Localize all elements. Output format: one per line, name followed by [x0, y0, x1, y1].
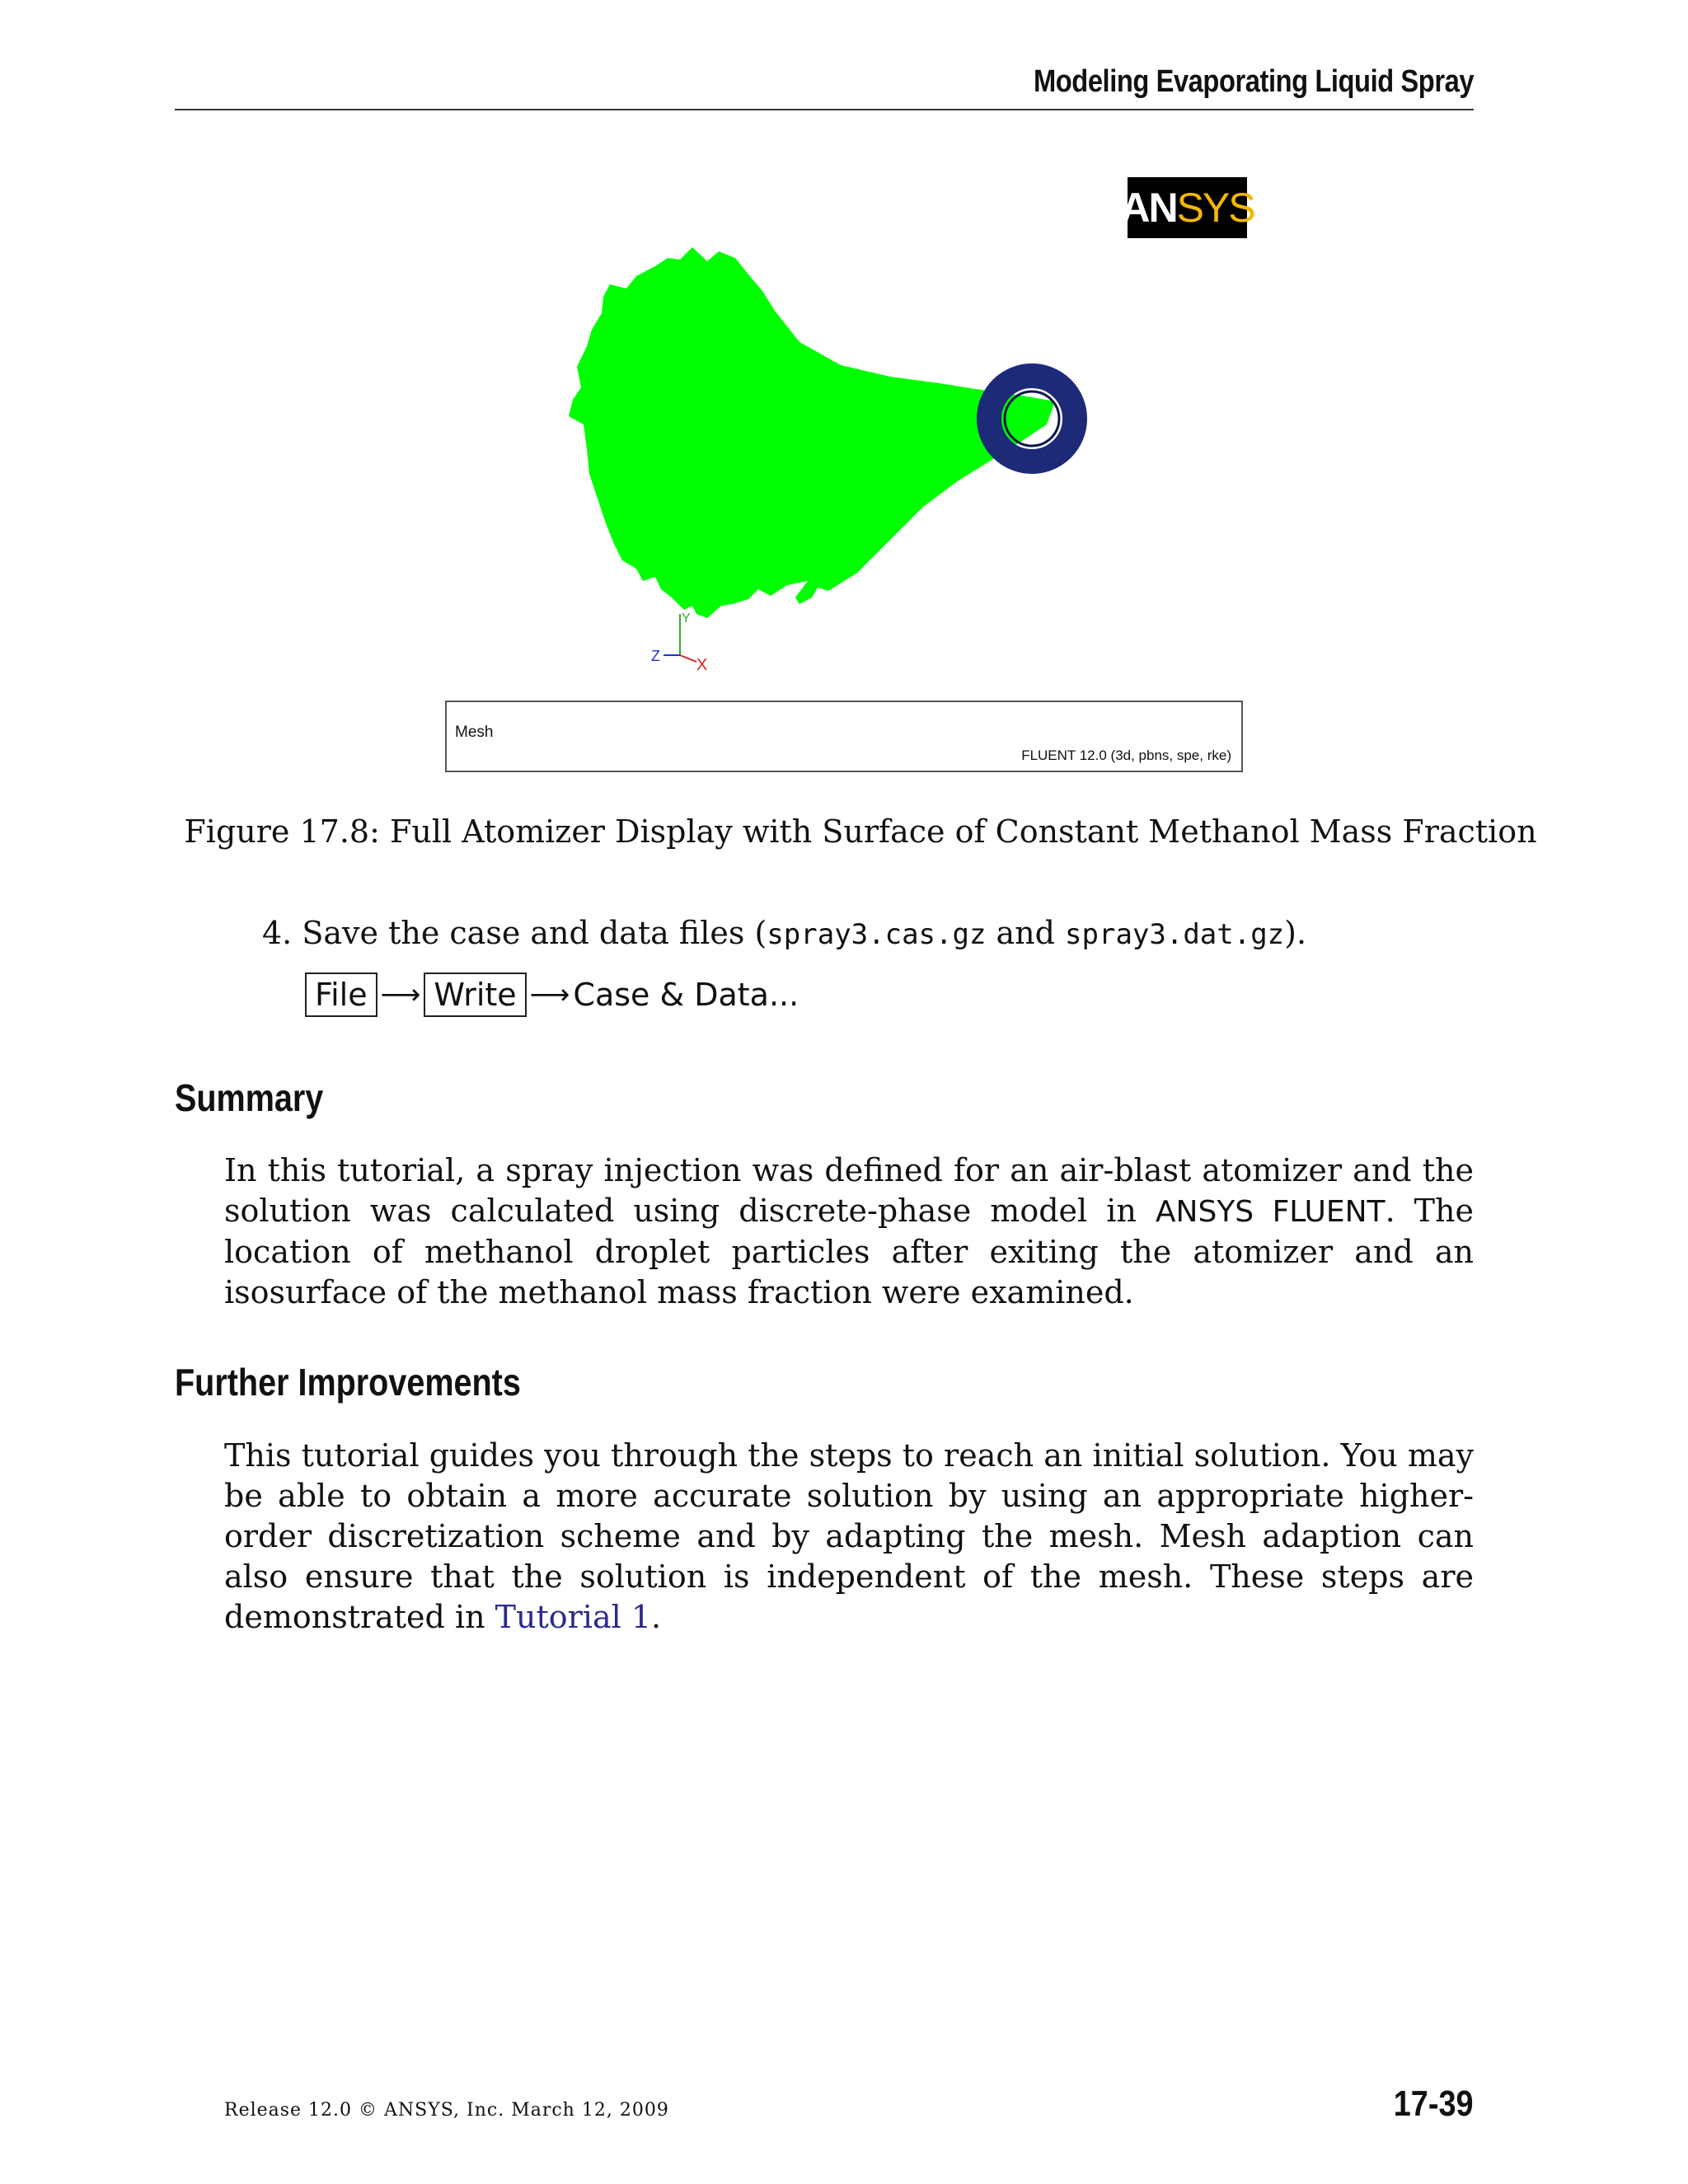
summary-text-1: In this tutorial, a spray injection was defined for an air-blast atomizer and the solution was calculated using discrete-phase model in [224, 1152, 1474, 1229]
further-improvements-paragraph [224, 1436, 1474, 1638]
figure-caption: Figure 17.8: Full Atomizer Display with Surface of Constant Methanol Mass Fraction [184, 813, 1537, 850]
step-4 [262, 915, 1306, 951]
menu-arrow-2: ⟶ [529, 978, 570, 1011]
axis-z-label: Z [651, 648, 660, 664]
menu-write[interactable]: Write [424, 972, 526, 1017]
step-number: 4. [262, 915, 293, 951]
logo-sys: SYS [1176, 185, 1254, 231]
axis-y-label: Y [682, 612, 691, 626]
data-filename: spray3.dat.gz [1065, 918, 1285, 951]
release-info: Release 12.0 © ANSYS, Inc. March 12, 2009 [224, 2100, 669, 2121]
product-name: ANSYS FLUENT [1155, 1195, 1386, 1229]
page-number: 17-39 [1394, 2083, 1474, 2124]
further-text-1: This tutorial guides you through the steps to reach an initial solution. You may be able to obtain a more accurate solution by using an appropriate higher-order discretization scheme and by adapting the mesh. Mesh adaption can also ensure that the solution is independent of the mesh. These steps are demonstrated in [224, 1437, 1474, 1635]
axis-x-label: X [696, 656, 708, 674]
case-filename: spray3.cas.gz [767, 918, 987, 951]
mesh-label: Mesh [455, 724, 494, 741]
further-text-2: . [651, 1599, 662, 1635]
running-header [175, 56, 1474, 110]
logo-an: AN [1120, 185, 1177, 231]
figure-footer-box [445, 701, 1243, 772]
axis-x-line [680, 655, 696, 662]
tutorial-1-link[interactable]: Tutorial 1 [495, 1599, 652, 1635]
summary-heading: Summary [175, 1076, 324, 1119]
menu-case-and-data[interactable]: Case & Data... [573, 977, 799, 1013]
menu-file[interactable]: File [305, 972, 377, 1017]
solver-label: FLUENT 12.0 (3d, pbns, spe, rke) [1021, 748, 1231, 763]
menu-arrow-1: ⟶ [380, 978, 421, 1011]
step-text-before: Save the case and data files ( [302, 915, 767, 951]
spray-plot [445, 169, 1253, 696]
menu-path [305, 972, 799, 1017]
step-text-and: and [986, 915, 1066, 951]
figure [445, 169, 1253, 779]
summary-text-2: . The location of methanol droplet particles after exiting the atomizer and an isosurface of the methanol mass fraction were examined. [224, 1193, 1474, 1310]
running-header-title: Modeling Evaporating Liquid Spray [1033, 64, 1474, 99]
step-text-after: ). [1284, 915, 1307, 951]
further-improvements-heading: Further Improvements [175, 1361, 521, 1404]
summary-paragraph [224, 1151, 1474, 1313]
